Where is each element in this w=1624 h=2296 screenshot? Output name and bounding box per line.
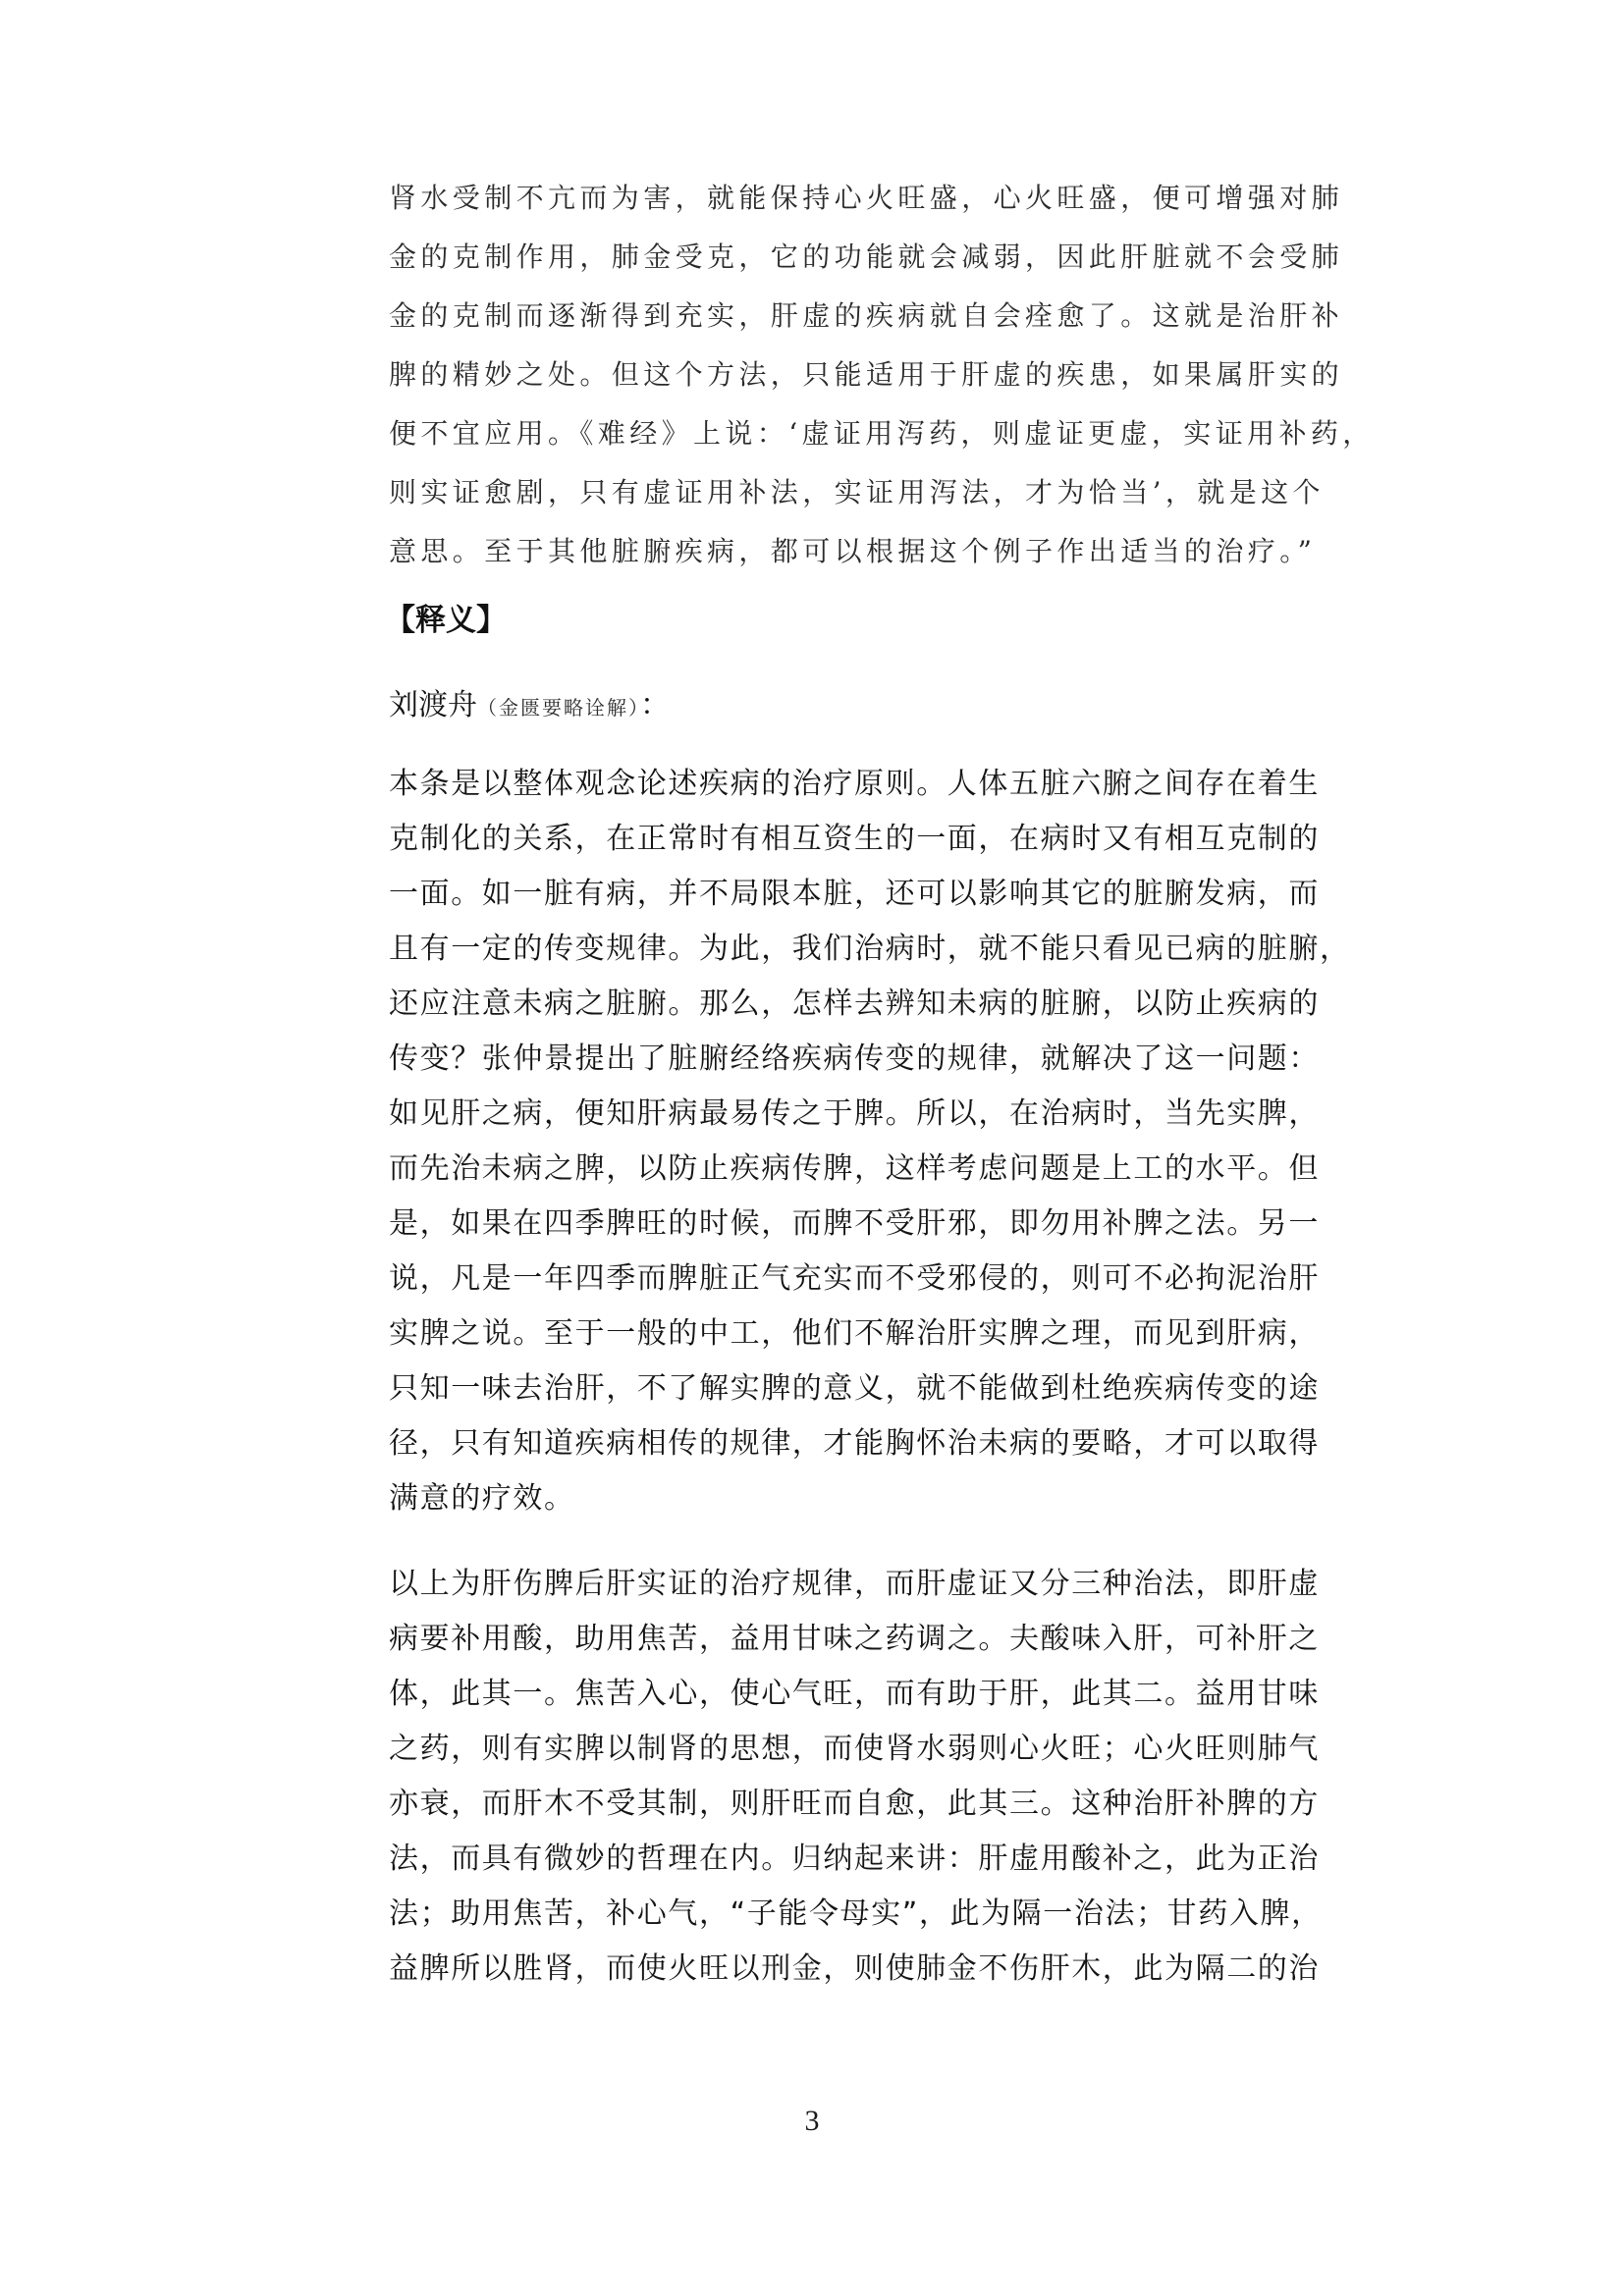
text-line: 传变？张仲景提出了脏腑经络疾病传变的规律，就解决了这一问题： [389, 1041, 1320, 1076]
text-line: 只知一味去治肝，不了解实脾的意义，就不能做到杜绝疾病传变的途 [389, 1371, 1320, 1406]
text-line: 且有一定的传变规律。为此，我们治病时，就不能只看见已病的脏腑， [389, 932, 1351, 966]
text-line: 是，如果在四季脾旺的时候，而脾不受肝邪，即勿用补脾之法。另一 [389, 1206, 1320, 1241]
text-line: 说，凡是一年四季而脾脏正气充实而不受邪侵的，则可不必拘泥治肝 [389, 1261, 1320, 1296]
text-line: 益脾所以胜肾，而使火旺以刑金，则使肺金不伤肝木，此为隔二的治 [389, 1951, 1320, 1986]
text-line: 肾水受制不亢而为害，就能保持心火旺盛，心火旺盛，便可增强对肺 [389, 182, 1344, 214]
section-heading: 【释义】 [385, 603, 507, 638]
author-name: 刘渡舟 [389, 688, 477, 722]
text-line: 还应注意未病之脏腑。那么，怎样去辨知未病的脏腑，以防止疾病的 [389, 987, 1320, 1021]
text-line: 而先治未病之脾，以防止疾病传脾，这样考虑问题是上工的水平。但 [389, 1151, 1320, 1186]
text-line: 之药，则有实脾以制肾的思想，而使肾水弱则心火旺；心火旺则肺气 [389, 1732, 1320, 1766]
text-line: 实脾之说。至于一般的中工，他们不解治肝实脾之理，而见到肝病， [389, 1316, 1320, 1351]
text-line: 亦衰，而肝木不受其制，则肝旺而自愈，此其三。这种治肝补脾的方 [389, 1787, 1320, 1821]
author-source: （金匮要略诠解） [477, 696, 640, 720]
text-line: 径，只有知道疾病相传的规律，才能胸怀治未病的要略，才可以取得 [389, 1426, 1320, 1461]
text-line: 病要补用酸，助用焦苦，益用甘味之药调之。夫酸味入肝，可补肝之 [389, 1622, 1320, 1656]
author-line [389, 680, 670, 723]
text-line: 便不宜应用。《难经》上说：‘虚证用泻药，则虚证更虚，实证用补药， [389, 417, 1375, 450]
text-line: 克制化的关系，在正常时有相互资生的一面，在病时又有相互克制的 [389, 822, 1320, 856]
text-line: 则实证愈剧，只有虚证用补法，实证用泻法，才为恰当’，就是这个 [389, 476, 1325, 508]
text-line: 金的克制而逐渐得到充实，肝虚的疾病就自会痊愈了。这就是治肝补 [389, 299, 1344, 332]
text-line: 意思。至于其他脏腑疾病，都可以根据这个例子作出适当的治疗。” [389, 535, 1317, 567]
text-line: 脾的精妙之处。但这个方法，只能适用于肝虚的疾患，如果属肝实的 [389, 358, 1344, 391]
text-line: 如见肝之病，便知肝病最易传之于脾。所以，在治病时，当先实脾， [389, 1096, 1320, 1131]
text-line: 本条是以整体观念论述疾病的治疗原则。人体五脏六腑之间存在着生 [389, 767, 1320, 801]
text-line: 金的克制作用，肺金受克，它的功能就会减弱，因此肝脏就不会受肺 [389, 240, 1344, 273]
text-line: 体，此其一。焦苦入心，使心气旺，而有助于肝，此其二。益用甘味 [389, 1677, 1320, 1711]
page-number: 3 [804, 2105, 820, 2137]
text-line: 满意的疗效。 [389, 1481, 575, 1516]
text-line: 法；助用焦苦，补心气，“子能令母实”，此为隔一治法；甘药入脾， [389, 1896, 1323, 1931]
text-line: 以上为肝伤脾后肝实证的治疗规律，而肝虚证又分三种治法，即肝虚 [389, 1567, 1320, 1601]
text-line: 法，而具有微妙的哲理在内。归纳起来讲：肝虚用酸补之，此为正治 [389, 1842, 1320, 1876]
author-colon: ： [640, 688, 670, 722]
text-line: 一面。如一脏有病，并不局限本脏，还可以影响其它的脏腑发病，而 [389, 877, 1320, 911]
